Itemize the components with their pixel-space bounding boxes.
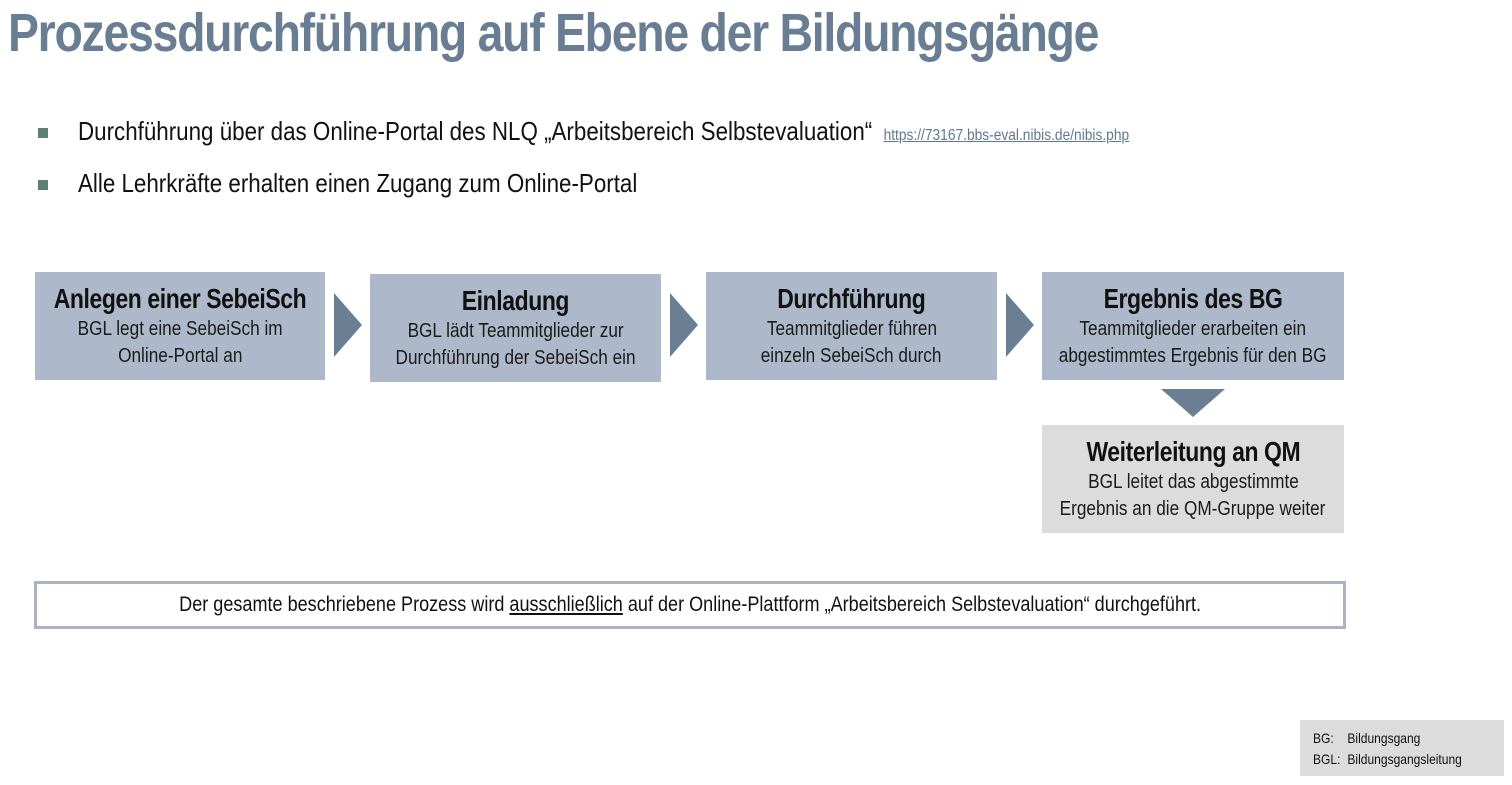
arrow-right-icon — [334, 293, 362, 357]
page-title: Prozessdurchführung auf Ebene der Bildungsgänge — [8, 3, 1099, 63]
step-heading: Einladung — [461, 285, 570, 316]
step-desc-line2: Durchführung der SebeiSch ein — [395, 347, 636, 369]
note-before: Der gesamte beschriebene Prozess wird — [179, 593, 510, 616]
step-heading: Weiterleitung an QM — [1086, 436, 1300, 467]
step-heading: Durchführung — [777, 283, 926, 314]
step-desc-line2: Online-Portal an — [117, 345, 243, 367]
step-box-ergebnis — [1042, 272, 1344, 380]
legend-meaning: Bildungsgang — [1347, 730, 1421, 746]
legend-meaning: Bildungsgangsleitung — [1347, 751, 1462, 767]
step-desc-line1: BGL leitet das abgestimmte — [1087, 471, 1299, 493]
process-note — [34, 581, 1346, 629]
step-heading: Anlegen einer SebeiSch — [53, 283, 307, 314]
step-desc-line2: Ergebnis an die QM-Gruppe weiter — [1060, 498, 1326, 520]
bullet-square-icon — [38, 128, 48, 138]
step-box-durchfuehrung — [706, 272, 997, 380]
bullet-text — [78, 116, 1129, 147]
step-desc-line2: abgestimmtes Ergebnis für den BG — [1059, 345, 1327, 367]
note-after: auf der Online-Plattform „Arbeitsbereich Selbstevaluation“ durchgeführt. — [622, 593, 1201, 616]
legend-row-bg — [1313, 730, 1420, 746]
step-desc-line2: einzeln SebeiSch durch — [761, 345, 942, 367]
step-heading: Ergebnis des BG — [1103, 283, 1283, 314]
arrow-right-icon — [1006, 293, 1034, 357]
step-box-einladung — [370, 274, 661, 382]
legend-abbr: BG: — [1313, 730, 1334, 746]
step-desc-line1: Teammitglieder erarbeiten ein — [1079, 318, 1307, 340]
process-note-text — [179, 593, 1201, 617]
arrow-down-icon — [1161, 389, 1225, 417]
step-desc-line1: BGL lädt Teammitglieder zur — [407, 320, 624, 342]
step-desc-line1: Teammitglieder führen — [766, 318, 937, 340]
legend-abbr: BGL: — [1313, 751, 1341, 767]
portal-link[interactable]: https://73167.bbs-eval.nibis.de/nibis.php — [883, 127, 1130, 144]
step-box-weiterleitung — [1042, 425, 1344, 533]
step-box-anlegen — [35, 272, 325, 380]
step-desc-line1: BGL legt eine SebeiSch im — [77, 318, 283, 340]
bullet-portal-text: Durchführung über das Online-Portal des NLQ „Arbeitsbereich Selbstevaluation“ — [78, 116, 873, 146]
abbreviation-legend — [1300, 720, 1504, 776]
bullet-square-icon — [38, 180, 48, 190]
arrow-right-icon — [670, 293, 698, 357]
legend-row-bgl — [1313, 751, 1462, 767]
note-emphasis: ausschließlich — [509, 593, 623, 616]
bullet-access-text: Alle Lehrkräfte erhalten einen Zugang zum Online-Portal — [78, 168, 638, 198]
